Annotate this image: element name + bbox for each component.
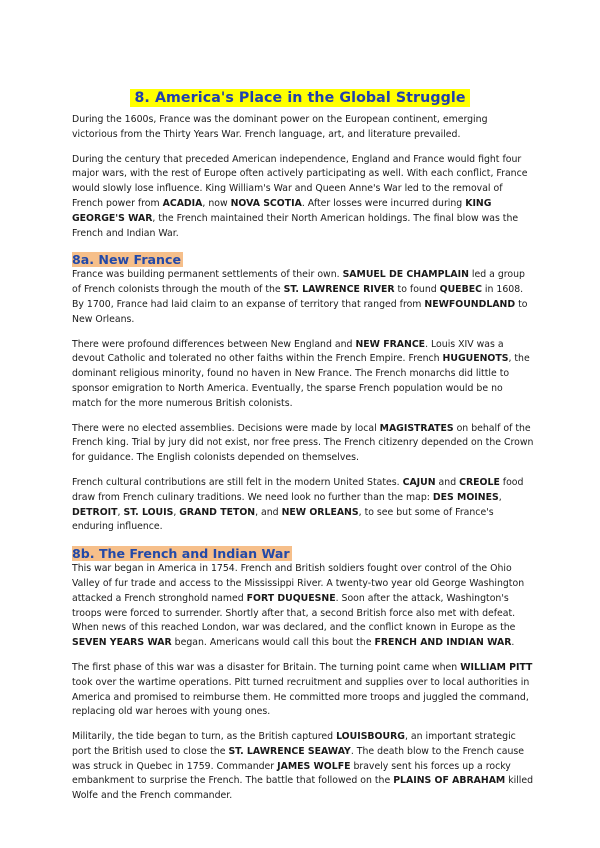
bold-term: FRENCH AND INDIAN WAR <box>374 637 512 649</box>
body-paragraph: This war began in America in 1754. French and British soldiers fought over control of the Ohio Valley of fur trade and access to the Mississippi River. A twenty-two year old George Washington attacked a French stronghold named FORT DUQUESNE. Soon after the attack, Washington's troops were forced to surrender. Shortly after that, a second British force also met with defeat. When news of this reached London, war was declared, and the conflict known in Europe as the SEVEN YEARS WAR began. Americans would call this bout the FRENCH AND INDIAN WAR. <box>72 563 525 649</box>
intro-paragraph: During the 1600s, France was the dominant power on the European continent, emerging victorious from the Thirty Years War. French language, art, and literature prevailed. <box>72 114 488 140</box>
bold-term: CAJUN <box>402 476 436 488</box>
bold-term: SAMUEL DE CHAMPLAIN <box>342 269 469 281</box>
bold-term: DES MOINES <box>432 491 499 503</box>
bold-term: DETROIT <box>72 506 118 518</box>
body-paragraph: France was building permanent settlements of their own. SAMUEL DE CHAMPLAIN led a group of French colonists through the mouth of the ST. LAWRENCE RIVER to found QUEBEC in 1608. By 1700, France had laid claim to an expanse of territory that ranged from NEWFOUNDLAND to New Orleans. <box>72 269 528 325</box>
bold-term: QUEBEC <box>439 284 482 296</box>
title-wrapper <box>0 87 600 107</box>
section-heading-text: 8a. New France <box>72 252 182 268</box>
document-body <box>72 113 534 814</box>
section-heading-text: 8b. The French and Indian War <box>72 546 290 562</box>
bold-term: WILLIAM PITT <box>460 661 533 673</box>
bold-term: ST. LAWRENCE SEAWAY <box>228 745 351 757</box>
bold-term: LOUISBOURG <box>336 731 405 743</box>
page-title: 8. America's Place in the Global Struggle <box>130 89 469 107</box>
section-heading-french-indian-war <box>72 545 534 562</box>
body-paragraph: There were profound differences between New England and NEW FRANCE. Louis XIV was a devout Catholic and tolerated no other faiths within the French Empire. French HUGUENOTS, the dominant religious minority, found no haven in New France. The French monarchs did little to sponsor emigration to North America. Eventually, the sparse French population would be no match for the more numerous British colonists. <box>72 338 530 409</box>
bold-term: JAMES WOLFE <box>277 760 351 772</box>
body-paragraph: Militarily, the tide began to turn, as the British captured LOUISBOURG, an important strategic port the British used to close the ST. LAWRENCE SEAWAY. The death blow to the French cause was struck in Quebec in 1759. Commander JAMES WOLFE bravely sent his forces up a rocky embankment to surprise the French. The battle that followed on the PLAINS OF ABRAHAM killed Wolfe and the French commander. <box>72 731 534 802</box>
bold-term: ST. LAWRENCE RIVER <box>283 284 395 296</box>
bold-term: HUGUENOTS <box>442 353 509 365</box>
bold-term: NEW ORLEANS <box>281 506 359 518</box>
bold-term: NEW FRANCE <box>355 338 426 350</box>
bold-term: ST. LOUIS <box>123 506 174 518</box>
section-heading-new-france <box>72 251 534 268</box>
body-paragraph: There were no elected assemblies. Decisions were made by local MAGISTRATES on behalf of the French king. Trial by jury did not exist, nor free press. The French citizenry depended on the Crown for guidance. The English colonists depended on themselves. <box>72 422 534 464</box>
bold-term: MAGISTRATES <box>379 422 454 434</box>
body-paragraph: The first phase of this war was a disaster for Britain. The turning point came when WILLIAM PITT took over the wartime operations. Pitt turned recruitment and supplies over to local authorities in America and promised to reimburse them. He committed more troops and juggled the command, replacing old war heroes with young ones. <box>72 661 533 718</box>
bold-term: FORT DUQUESNE <box>246 592 336 604</box>
bold-term: ACADIA <box>162 197 203 209</box>
intro-paragraph: During the century that preceded American independence, England and France would fight four major wars, with the rest of Europe often actively participating as well. With each conflict, France would slowly lose influence. King William's War and Queen Anne's War led to the removal of French power from ACADIA, now NOVA SCOTIA. After losses were incurred during KING GEORGE'S WAR, the French maintained their North American holdings. The final blow was the French and Indian War. <box>72 153 528 239</box>
bold-term: NOVA SCOTIA <box>230 197 302 209</box>
body-paragraph: French cultural contributions are still felt in the modern United States. CAJUN and CREOLE food draw from French culinary traditions. We need look no further than the map: DES MOINES, DETROIT, ST. LOUIS, GRAND TETON, and NEW ORLEANS, to see but some of France's enduring influence. <box>72 476 524 533</box>
bold-term: CREOLE <box>459 476 500 488</box>
bold-term: GRAND TETON <box>179 506 256 518</box>
bold-term: NEWFOUNDLAND <box>424 298 516 310</box>
bold-term: PLAINS OF ABRAHAM <box>393 775 506 787</box>
bold-term: SEVEN YEARS WAR <box>72 637 172 649</box>
bold-term: KING GEORGE'S WAR <box>72 197 492 224</box>
